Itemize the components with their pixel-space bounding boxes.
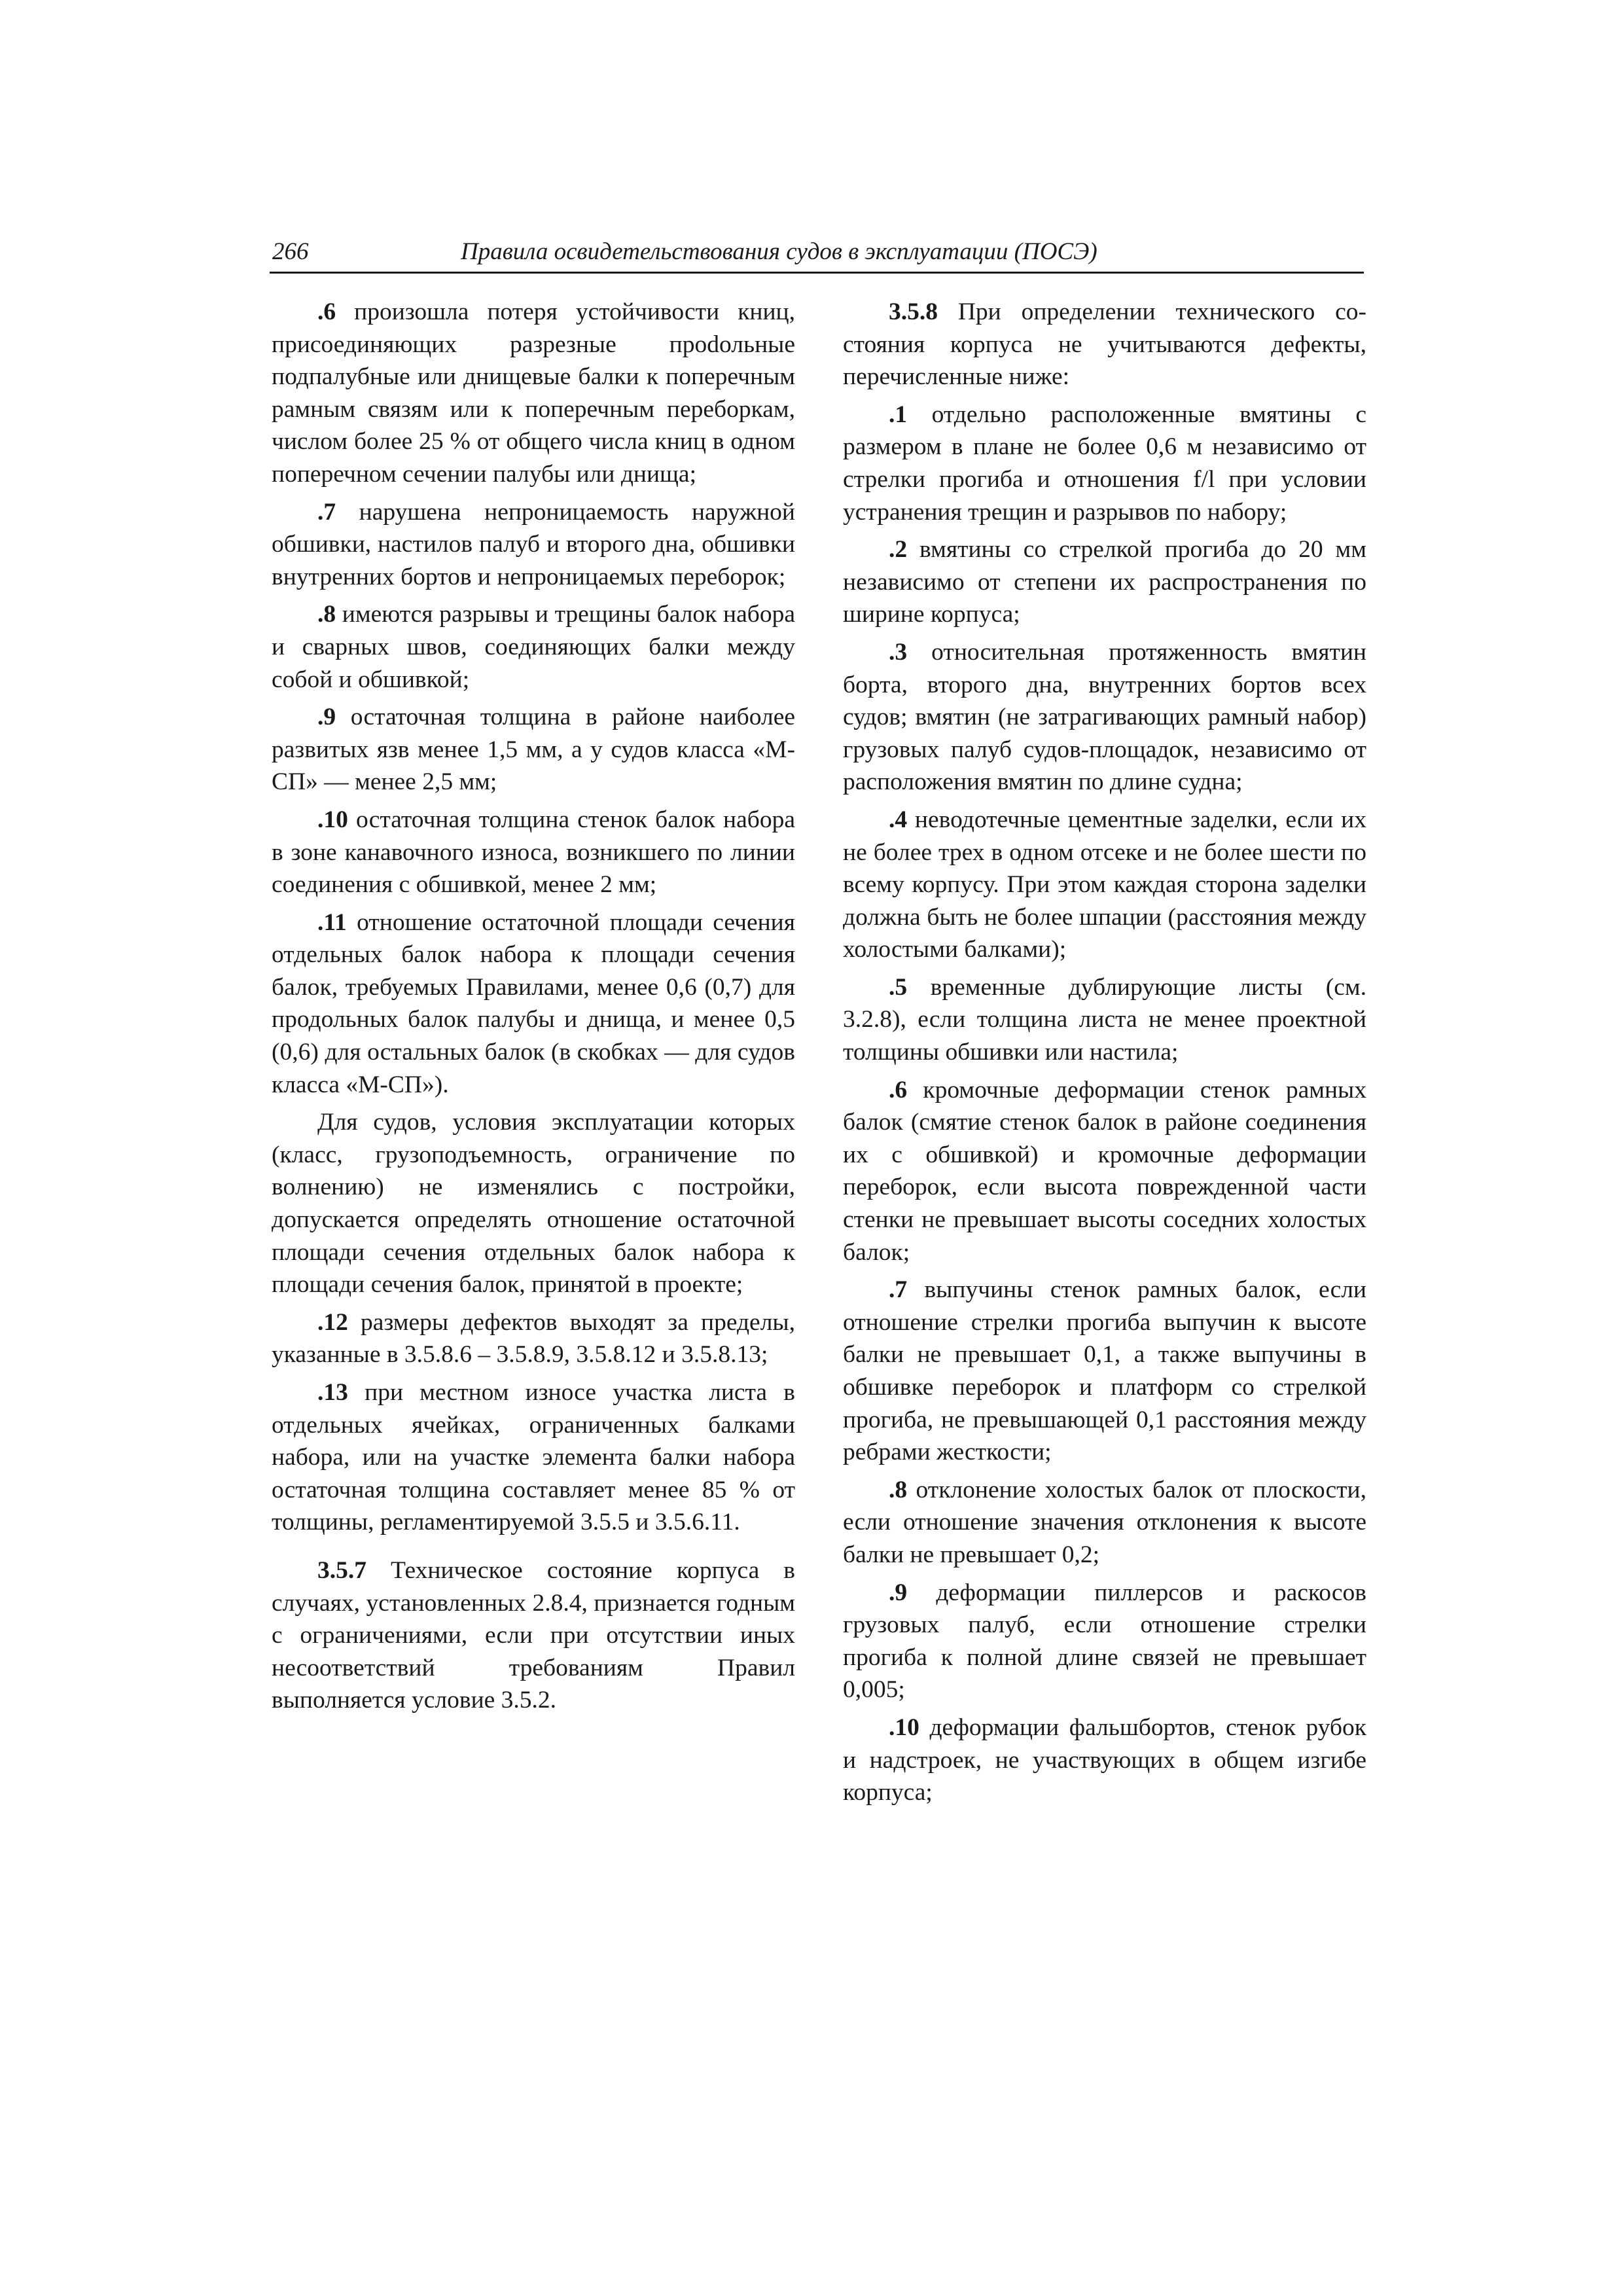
clause-paragraph [843,533,1366,631]
clause-text: вмятины со стрелкой прогиба до 20 мм независимо от степени их распространения по ширине корпуса; [843,536,1366,628]
clause-number: .2 [889,536,908,564]
clause-number: .6 [317,298,336,325]
clause-number: .9 [889,1579,908,1606]
clause-text: нарушена непроницаемость наружной обшивки, настилов палуб и второго дна, обшивки внутренних бортов и непроницаемых переборок; [272,498,795,590]
clause-paragraph [272,804,795,901]
clause-paragraph [843,804,1366,966]
clause-number: .1 [889,401,908,428]
note-paragraph [272,1106,795,1301]
clause-paragraph [843,971,1366,1069]
clause-number: .9 [317,704,336,731]
section-text: При определении технического состояния корпуса не учитываются дефекты, перечисленные ниже: [843,298,1366,391]
clause-paragraph [272,1306,795,1371]
clause-paragraph [272,701,795,798]
clause-paragraph [843,1274,1366,1469]
clause-number: .10 [317,806,348,833]
clause-paragraph [843,1712,1366,1809]
section-paragraph [843,296,1366,393]
clause-text: временные дублирующие листы (см. 3.2.8), если толщина листа не менее проектной толщины обшивки или настила; [843,973,1366,1066]
clause-paragraph [843,399,1366,528]
clause-number: .12 [317,1308,348,1336]
clause-text: размеры дефектов выходят за пределы, указанные в 3.5.8.6 – 3.5.8.9, 3.5.8.12 и 3.5.8.13; [272,1308,795,1369]
clause-text: при местном износе участка листа в отдельных ячейках, ограниченных балками набора, или на участке элемента балки набора остаточная толщина составляет менее 85 % от толщины, регламентируемой 3.5.5 и 3.5.6.11. [272,1379,795,1536]
clause-number: .13 [317,1379,348,1406]
clause-text: имеются разрывы и трещины балок набора и сварных швов, соединяющих балки между собой и обшивкой; [272,601,795,693]
clause-number: .7 [889,1276,908,1304]
clause-text: отдельно расположенные вмятины с размером в плане не более 0,6 м независимо от стрелки прогиба и отношения f/l при условии устранения трещин и разрывов по набору; [843,401,1366,526]
clause-number: .11 [317,908,347,936]
clause-paragraph [272,1376,795,1539]
clause-paragraph [843,1577,1366,1706]
clause-text: отклонение холостых балок от плоскости, если отношение значения отклонения к высоте балки не превышает 0,2; [843,1476,1366,1568]
clause-paragraph [843,1074,1366,1269]
running-title: Правила освидетельствования судов в эксплуатации (ПОСЭ) [461,238,1097,265]
clause-paragraph [272,906,795,1102]
clause-paragraph [843,636,1366,798]
section-paragraph [272,1554,795,1717]
clause-number: .5 [889,973,908,1001]
page-header [270,234,1364,274]
clause-text: отношение остаточной площади сечения отдельных балок набора к площади сечения балок, требуемых Правилами, менее 0,6 (0,7) для продольных балок палубы и днища, и менее 0,5 (0,6) для остальных балок (в скобках — для судов класса «М-СП»). [272,908,795,1098]
clause-text: деформации фальшбортов, стенок рубок и надстроек, не участвующих в общем изгибе корпуса; [843,1713,1366,1806]
clause-text: неводотечные цементные заделки, если их не более трех в одном отсеке и не более шести по всему корпусу. При этом каждая сторона заделки должна быть не более шпации (расстояния между холостыми балками); [843,806,1366,963]
left-column [272,296,795,1722]
clause-text: деформации пиллерсов и раскосов грузовых палуб, если отношение стрелки прогиба к полной длине связей не превышает 0,005; [843,1579,1366,1704]
page-number: 266 [272,238,309,265]
clause-number: .7 [317,498,336,526]
clause-number: .8 [889,1476,908,1503]
right-column [843,296,1366,1814]
clause-text: выпучины стенок рамных балок, если отношение стрелки прогиба выпучин к высоте балки не превышает 0,1, а также выпучины в обшивке переборок и платформ со стрелкой прогиба, не превышающей 0,1 расстояния между ребрами жесткости; [843,1276,1366,1466]
clause-paragraph [272,496,795,594]
clause-paragraph [272,296,795,491]
clause-text: Для судов, условия эксплуатации которых (класс, грузоподъемность, ограничение по волнению) не изменялись с постройки, допускается определять отношение остаточной площади сечения отдельных балок набора к площади сечения балок, принятой в проекте; [272,1109,795,1299]
clause-text: остаточная толщина в районе наиболее развитых язв менее 1,5 мм, а у судов класса «М-СП» — менее 2,5 мм; [272,704,795,796]
clause-text: кромочные деформации стенок рамных балок (смятие стенок балок в районе соединения их с обшивкой) и кромочные деформации переборок, если высота поврежденной части стенки не превышает высоты соседних холостых балок; [843,1076,1366,1266]
clause-number: .3 [889,638,908,666]
clause-number: .4 [889,806,908,833]
section-text: Техническое состояние корпуса в случаях, установленных 2.8.4, признается годным с ограничениями, если при отсутствии иных несоответствий требованиям Правил выполняется условие 3.5.2. [272,1556,795,1714]
clause-paragraph [272,598,795,696]
section-number: 3.5.7 [317,1556,366,1584]
clause-text: относительная протяженность вмятин борта, второго дна, внутренних бортов всех судов; вмятин (не затрагивающих рамный набор) грузовых палуб судов-площадок, независимо от расположения вмятин по длине судна; [843,638,1366,796]
clause-text: остаточная толщина стенок балок набора в зоне канавочного износа, возникшего по линии соединения с обшивкой, менее 2 мм; [272,806,795,899]
clause-paragraph [843,1474,1366,1571]
clause-text: произошла потеря устойчивости книц, присоединяющих разрезные проdольные подпалубные или днищевые балки к поперечным рамным связям или к поперечным переборкам, числом более 25 % от общего числа книц в одном поперечном сечении палубы или днища; [272,298,795,488]
clause-number: .6 [889,1076,908,1103]
section-number: 3.5.8 [889,298,938,325]
clause-number: .8 [317,601,336,628]
clause-number: .10 [889,1713,919,1741]
